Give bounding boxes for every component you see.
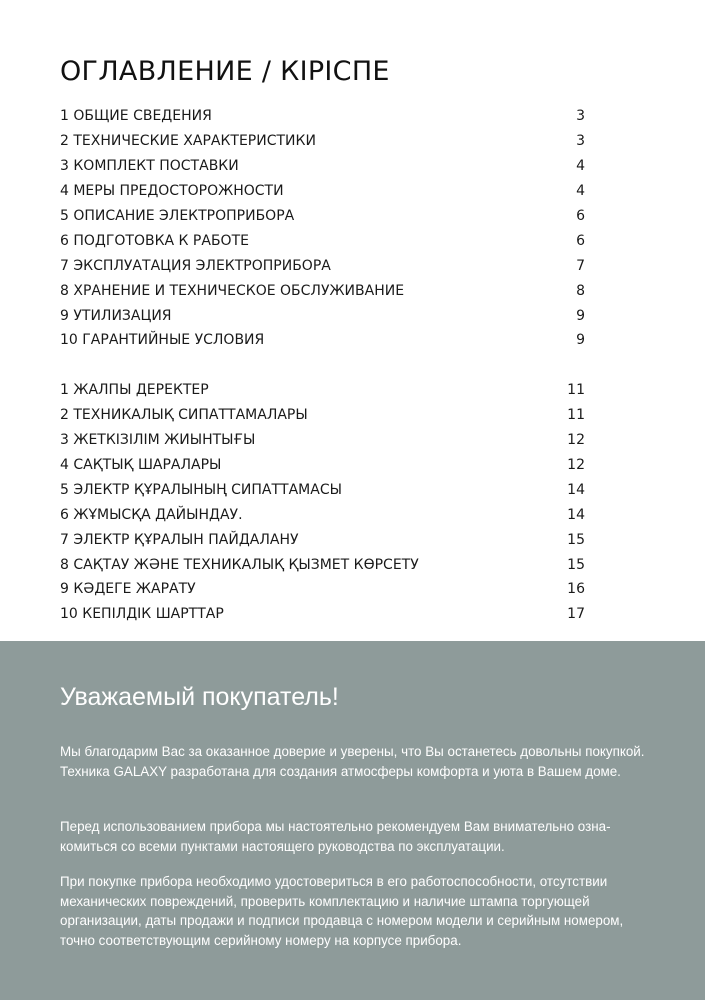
toc-entry-ru-3[interactable] <box>60 154 585 179</box>
toc-entry-page: 16 <box>567 581 585 598</box>
toc-entry-label: 3 КОМПЛЕКТ ПОСТАВКИ <box>60 158 239 175</box>
toc-entry-label: 10 КЕПІЛДІК ШАРТТАР <box>60 606 224 623</box>
toc-entry-label: 9 КӘДЕГЕ ЖАРАТУ <box>60 581 196 598</box>
toc-entry-label: 9 УТИЛИЗАЦИЯ <box>60 307 172 324</box>
toc-entry-ru-7[interactable] <box>60 253 585 278</box>
toc-entry-ru-2[interactable] <box>60 129 585 154</box>
toc-entry-page: 7 <box>576 257 585 274</box>
toc-entry-label: 5 ЭЛЕКТР ҚҰРАЛЫНЫҢ СИПАТТАМАСЫ <box>60 481 342 498</box>
toc-entry-ru-5[interactable] <box>60 204 585 229</box>
toc-entry-kz-7[interactable] <box>60 527 585 552</box>
toc-entry-page: 17 <box>567 606 585 623</box>
toc-entry-kz-5[interactable] <box>60 477 585 502</box>
toc-entry-label: 8 САҚТАУ ЖӘНЕ ТЕХНИКАЛЫҚ ҚЫЗМЕТ КӨРСЕТУ <box>60 556 419 573</box>
toc-entry-label: 7 ЭЛЕКТР ҚҰРАЛЫН ПАЙДАЛАНУ <box>60 531 299 548</box>
toc-entry-ru-9[interactable] <box>60 303 585 328</box>
greeting-paragraph-purchase-check: При покупке прибора необходимо удостовериться в его работоспособности, отсутствии механических повреждений, проверить комплектацию и наличие штампа торгующей организации, даты продажи и подписи продавца с номером модели и серийным номером, точно соответствующим серийному номеру на корпусе прибора. <box>60 874 624 948</box>
greeting-panel <box>0 641 705 1000</box>
toc-entry-page: 4 <box>576 158 585 175</box>
toc-entry-kz-4[interactable] <box>60 453 585 478</box>
toc-section-spacer <box>60 353 585 378</box>
toc-entry-kz-2[interactable] <box>60 403 585 428</box>
toc-entry-label: 8 ХРАНЕНИЕ И ТЕХНИЧЕСКОЕ ОБСЛУЖИВАНИЕ <box>60 282 405 299</box>
toc-entry-kz-1[interactable] <box>60 378 585 403</box>
toc-entry-kz-9[interactable] <box>60 577 585 602</box>
toc-entry-label: 4 МЕРЫ ПРЕДОСТОРОЖНОСТИ <box>60 183 284 200</box>
toc-entry-ru-10[interactable] <box>60 328 585 353</box>
toc-entry-label: 6 ЖҰМЫСҚА ДАЙЫНДАУ. <box>60 506 243 523</box>
toc-entry-ru-8[interactable] <box>60 278 585 303</box>
toc-list <box>60 104 585 627</box>
toc-entry-page: 11 <box>567 407 585 424</box>
toc-entry-page: 9 <box>576 332 585 349</box>
greeting-title: Уважаемый покупатель! <box>60 683 339 711</box>
toc-entry-page: 6 <box>576 208 585 224</box>
toc-entry-label: 2 ТЕХНИКАЛЫҚ СИПАТТАМАЛАРЫ <box>60 407 308 424</box>
table-of-contents <box>60 50 585 627</box>
greeting-paragraph-thanks: Мы благодарим Вас за оказанное доверие и уверены, что Вы останетесь довольны покупкой. Техника GALAXY разработана для создания атмосферы комфорта и уюта в Вашем доме. <box>60 744 645 779</box>
toc-entry-label: 3 ЖЕТКІЗІЛІМ ЖИЫНТЫҒЫ <box>60 432 256 449</box>
toc-entry-ru-1[interactable] <box>60 104 585 129</box>
toc-entry-page: 3 <box>576 133 585 150</box>
greeting-paragraph-recommendation: Перед использованием прибора мы настоятельно рекомендуем Вам внимательно озна-комиться со всеми пунктами настоящего руководства по эксплуатации. <box>60 819 611 854</box>
toc-entry-page: 11 <box>567 382 585 399</box>
toc-entry-kz-8[interactable] <box>60 552 585 577</box>
toc-entry-page: 3 <box>576 108 585 125</box>
toc-entry-label: 4 САҚТЫҚ ШАРАЛАРЫ <box>60 457 222 474</box>
toc-entry-ru-6[interactable] <box>60 228 585 253</box>
toc-entry-kz-3[interactable] <box>60 428 585 453</box>
toc-entry-label: 2 ТЕХНИЧЕСКИЕ ХАРАКТЕРИСТИКИ <box>60 133 316 150</box>
toc-entry-kz-6[interactable] <box>60 502 585 527</box>
toc-entry-label: 7 ЭКСПЛУАТАЦИЯ ЭЛЕКТРОПРИБОРА <box>60 257 331 274</box>
toc-entry-page: 14 <box>567 506 585 523</box>
toc-title: ОГЛАВЛЕНИЕ / КІРІСПЕ <box>60 56 390 87</box>
toc-entry-page: 12 <box>567 457 585 474</box>
toc-entry-ru-4[interactable] <box>60 179 585 204</box>
toc-entry-label: 5 ОПИСАНИЕ ЭЛЕКТРОПРИБОРА <box>60 208 295 224</box>
toc-entry-page: 9 <box>576 307 585 324</box>
toc-entry-label: 10 ГАРАНТИЙНЫЕ УСЛОВИЯ <box>60 332 265 349</box>
toc-entry-page: 12 <box>567 432 585 449</box>
toc-entry-page: 15 <box>567 531 585 548</box>
toc-entry-label: 1 ЖАЛПЫ ДЕРЕКТЕР <box>60 382 209 399</box>
toc-entry-page: 14 <box>567 481 585 498</box>
toc-entry-page: 6 <box>576 232 585 249</box>
toc-entry-kz-10[interactable] <box>60 602 585 627</box>
toc-entry-page: 8 <box>576 282 585 299</box>
toc-entry-page: 4 <box>576 183 585 200</box>
toc-entry-page: 15 <box>567 556 585 573</box>
toc-entry-label: 6 ПОДГОТОВКА К РАБОТЕ <box>60 232 249 249</box>
toc-entry-label: 1 ОБЩИЕ СВЕДЕНИЯ <box>60 108 212 125</box>
